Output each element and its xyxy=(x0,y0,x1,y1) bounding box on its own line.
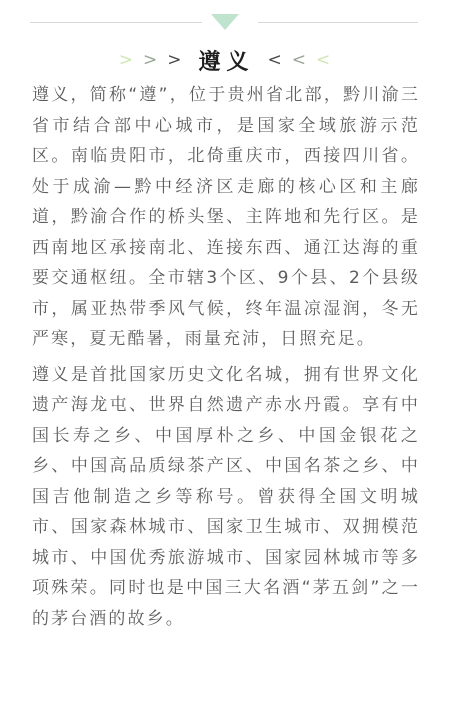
divider-right xyxy=(258,22,418,23)
paragraph-overview: 遵义，简称“遵”，位于贵州省北部，黔川渝三省市结合部中心城市，是国家全域旅游示范区。南临贵阳市，北倚重庆市，西接四川省。处于成渝—黔中经济区走廊的核心区和主廊道，黔渝合作的桥头堡、主阵地和先行区。是西南地区承接南北、连接东西、通江达海的重要交通枢纽。全市辖3个区、9个县、2个县级市，属亚热带季风气候，终年温凉湿润，冬无严寒，夏无酷暑，雨量充沛，日照充足。 xyxy=(32,85,420,349)
chevron-right-icon: > xyxy=(167,49,182,70)
chevron-left-icon: < xyxy=(291,49,306,70)
paragraph-culture: 遵义是首批国家历史文化名城，拥有世界文化遗产海龙屯、世界自然遗产赤水丹霞。享有中国长寿之乡、中国厚朴之乡、中国金银花之乡、中国高品质绿茶产区、中国名茶之乡、中国吉他制造之乡等称号。曾获得全国文明城市、国家森林城市、国家卫生城市、双拥模范城市、中国优秀旅游城市、国家园林城市等多项殊荣。同时也是中国三大名酒“茅五剑”之一的茅台酒的故乡。 xyxy=(32,364,420,629)
divider-left xyxy=(30,22,202,23)
chevron-left-icon: < xyxy=(316,49,331,70)
page-title: 遵义 xyxy=(198,49,255,75)
chevron-right-icon: > xyxy=(142,49,158,70)
article-body xyxy=(32,80,420,634)
triangle-down-icon xyxy=(211,14,239,30)
section-heading xyxy=(0,44,449,76)
chevron-left-icon: < xyxy=(267,49,282,70)
chevron-right-icon: > xyxy=(118,49,133,70)
top-decoration xyxy=(0,0,449,36)
